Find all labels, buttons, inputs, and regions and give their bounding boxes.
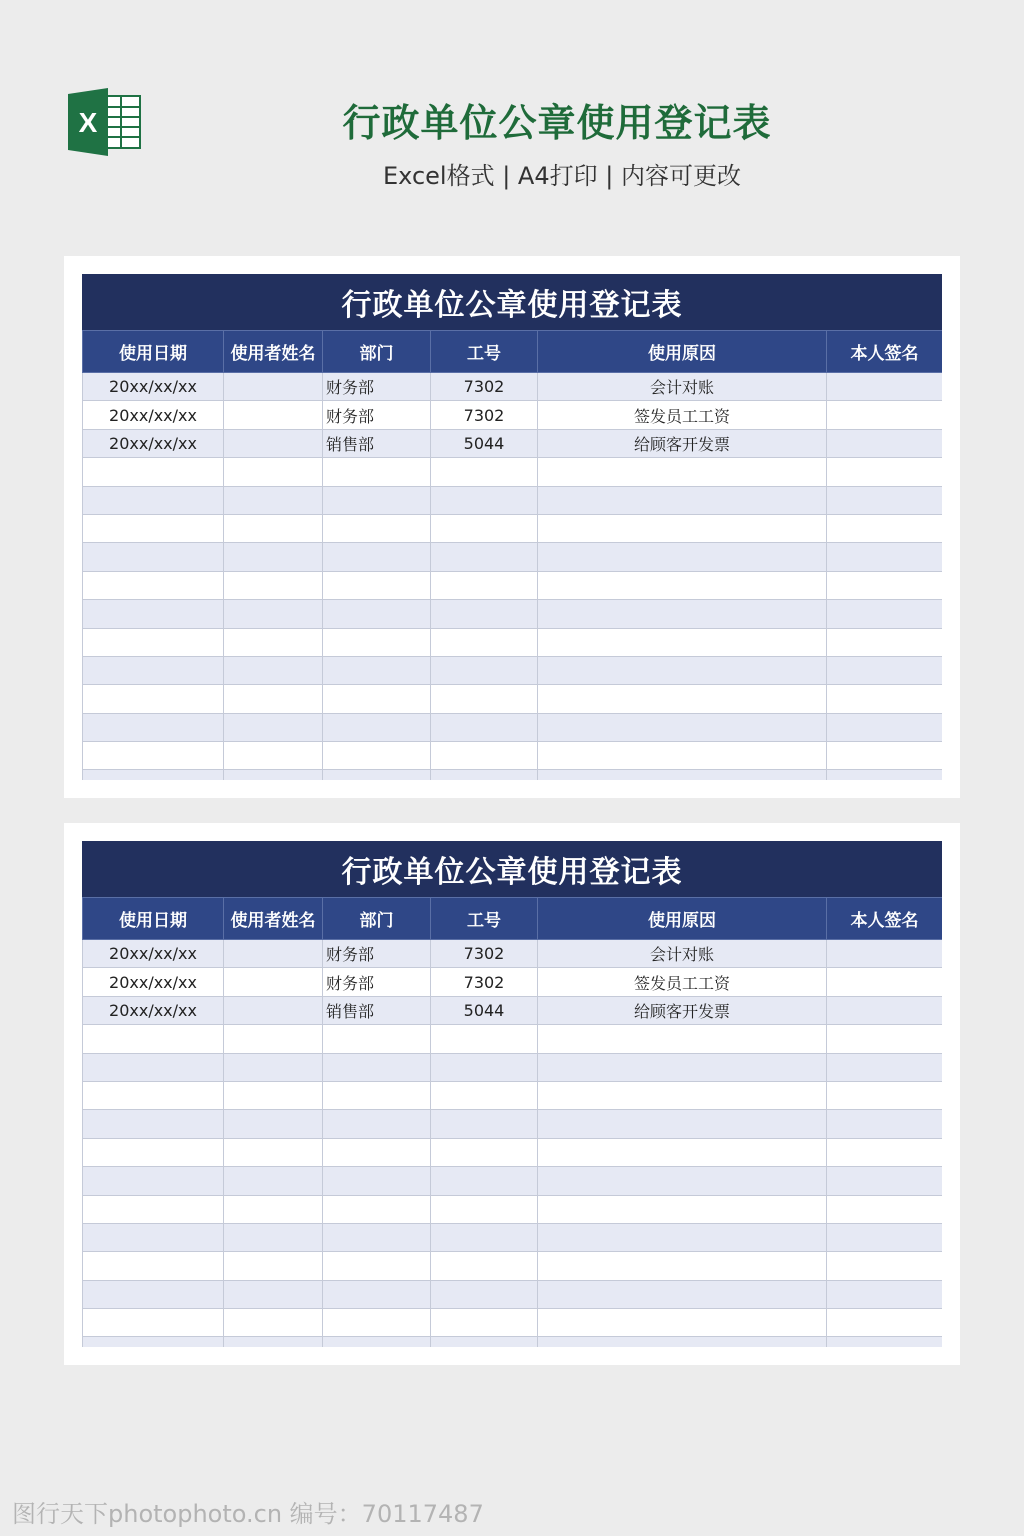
user-name-cell[interactable] xyxy=(224,713,323,741)
table-row xyxy=(83,1195,943,1223)
department-cell[interactable] xyxy=(323,1195,431,1223)
date-cell[interactable] xyxy=(83,486,224,514)
signature-cell[interactable] xyxy=(827,685,943,713)
sheet-card-2 xyxy=(64,823,960,1365)
date-cell[interactable]: 20xx/xx/xx xyxy=(83,996,224,1024)
signature-cell[interactable] xyxy=(827,1195,943,1223)
sheet-title: 行政单位公章使用登记表 xyxy=(82,841,942,897)
date-cell[interactable] xyxy=(83,1110,224,1138)
reason-cell[interactable] xyxy=(538,1110,827,1138)
department-cell[interactable]: 销售部 xyxy=(323,429,431,457)
user-name-cell[interactable] xyxy=(224,373,323,401)
user-name-cell[interactable] xyxy=(224,429,323,457)
table-row xyxy=(83,968,943,996)
department-cell[interactable]: 财务部 xyxy=(323,401,431,429)
employee-id-cell[interactable] xyxy=(431,1223,538,1251)
employee-id-cell[interactable] xyxy=(431,600,538,628)
column-header: 工号 xyxy=(431,331,538,373)
date-cell[interactable] xyxy=(83,1138,224,1166)
department-cell[interactable] xyxy=(323,1252,431,1280)
date-cell[interactable] xyxy=(83,1337,224,1347)
column-header: 使用原因 xyxy=(538,331,827,373)
column-header: 使用日期 xyxy=(83,331,224,373)
table-row xyxy=(83,429,943,457)
employee-id-cell[interactable] xyxy=(431,1110,538,1138)
table-row xyxy=(83,1025,943,1053)
table-row xyxy=(83,1110,943,1138)
sheet-card-1 xyxy=(64,256,960,798)
column-header: 部门 xyxy=(323,331,431,373)
department-cell[interactable] xyxy=(323,1053,431,1081)
signature-cell[interactable] xyxy=(827,486,943,514)
employee-id-cell[interactable] xyxy=(431,486,538,514)
table-row xyxy=(83,514,943,542)
date-cell[interactable] xyxy=(83,713,224,741)
date-cell[interactable] xyxy=(83,1252,224,1280)
employee-id-cell[interactable] xyxy=(431,1337,538,1347)
watermark-text: 图行天下photophoto.cn 编号：70117487 xyxy=(12,1500,484,1528)
date-cell[interactable] xyxy=(83,600,224,628)
page-subtitle: Excel格式 | A4打印 | 内容可更改 xyxy=(383,162,741,190)
page-title: 行政单位公章使用登记表 xyxy=(342,101,772,145)
user-name-cell[interactable] xyxy=(224,656,323,684)
table-row xyxy=(83,571,943,599)
employee-id-cell[interactable]: 5044 xyxy=(431,996,538,1024)
user-name-cell[interactable] xyxy=(224,1081,323,1109)
date-cell[interactable]: 20xx/xx/xx xyxy=(83,401,224,429)
column-header: 本人签名 xyxy=(827,331,943,373)
department-cell[interactable] xyxy=(323,1223,431,1251)
employee-id-cell[interactable] xyxy=(431,770,538,780)
employee-id-cell[interactable]: 7302 xyxy=(431,968,538,996)
signature-cell[interactable] xyxy=(827,940,943,968)
reason-cell[interactable] xyxy=(538,1280,827,1308)
date-cell[interactable]: 20xx/xx/xx xyxy=(83,373,224,401)
signature-cell[interactable] xyxy=(827,543,943,571)
employee-id-cell[interactable] xyxy=(431,514,538,542)
user-name-cell[interactable] xyxy=(224,1053,323,1081)
date-cell[interactable] xyxy=(83,571,224,599)
user-name-cell[interactable] xyxy=(224,1309,323,1337)
signature-cell[interactable] xyxy=(827,628,943,656)
table-row xyxy=(83,1337,943,1347)
signature-cell[interactable] xyxy=(827,401,943,429)
signature-cell[interactable] xyxy=(827,1252,943,1280)
table-row xyxy=(83,1223,943,1251)
table-row xyxy=(83,1280,943,1308)
reason-cell[interactable] xyxy=(538,1309,827,1337)
sheet-2 xyxy=(82,841,942,1347)
reason-cell[interactable]: 签发员工工资 xyxy=(538,968,827,996)
department-cell[interactable] xyxy=(323,1280,431,1308)
user-name-cell[interactable] xyxy=(224,685,323,713)
date-cell[interactable] xyxy=(83,656,224,684)
table-row xyxy=(83,628,943,656)
signature-cell[interactable] xyxy=(827,1167,943,1195)
table-row xyxy=(83,1053,943,1081)
department-cell[interactable] xyxy=(323,742,431,770)
reason-cell[interactable] xyxy=(538,1053,827,1081)
signature-cell[interactable] xyxy=(827,373,943,401)
reason-cell[interactable] xyxy=(538,1167,827,1195)
reason-cell[interactable] xyxy=(538,1025,827,1053)
signature-cell[interactable] xyxy=(827,1138,943,1166)
reason-cell[interactable] xyxy=(538,1138,827,1166)
department-cell[interactable] xyxy=(323,1167,431,1195)
department-cell[interactable] xyxy=(323,514,431,542)
table-header-row xyxy=(83,331,943,373)
column-header: 使用者姓名 xyxy=(224,331,323,373)
date-cell[interactable] xyxy=(83,1280,224,1308)
department-cell[interactable] xyxy=(323,458,431,486)
date-cell[interactable] xyxy=(83,1223,224,1251)
reason-cell[interactable] xyxy=(538,486,827,514)
date-cell[interactable]: 20xx/xx/xx xyxy=(83,429,224,457)
employee-id-cell[interactable] xyxy=(431,1167,538,1195)
table-row xyxy=(83,1252,943,1280)
table-row xyxy=(83,742,943,770)
reason-cell[interactable] xyxy=(538,514,827,542)
employee-id-cell[interactable]: 7302 xyxy=(431,940,538,968)
employee-id-cell[interactable] xyxy=(431,1138,538,1166)
signature-cell[interactable] xyxy=(827,742,943,770)
employee-id-cell[interactable] xyxy=(431,1309,538,1337)
signature-cell[interactable] xyxy=(827,656,943,684)
reason-cell[interactable] xyxy=(538,1223,827,1251)
department-cell[interactable] xyxy=(323,1081,431,1109)
user-name-cell[interactable] xyxy=(224,571,323,599)
date-cell[interactable] xyxy=(83,685,224,713)
date-cell[interactable] xyxy=(83,458,224,486)
table-row xyxy=(83,373,943,401)
signature-cell[interactable] xyxy=(827,1025,943,1053)
user-name-cell[interactable] xyxy=(224,1223,323,1251)
user-name-cell[interactable] xyxy=(224,458,323,486)
table-row xyxy=(83,656,943,684)
date-cell[interactable]: 20xx/xx/xx xyxy=(83,968,224,996)
reason-cell[interactable] xyxy=(538,571,827,599)
user-name-cell[interactable] xyxy=(224,514,323,542)
user-name-cell[interactable] xyxy=(224,543,323,571)
user-name-cell[interactable] xyxy=(224,1280,323,1308)
table-row xyxy=(83,770,943,780)
user-name-cell[interactable] xyxy=(224,940,323,968)
department-cell[interactable] xyxy=(323,770,431,780)
user-name-cell[interactable] xyxy=(224,1025,323,1053)
department-cell[interactable]: 财务部 xyxy=(323,940,431,968)
signature-cell[interactable] xyxy=(827,1280,943,1308)
column-header: 工号 xyxy=(431,898,538,940)
date-cell[interactable] xyxy=(83,770,224,780)
department-cell[interactable] xyxy=(323,543,431,571)
signature-cell[interactable] xyxy=(827,1081,943,1109)
date-cell[interactable] xyxy=(83,1025,224,1053)
employee-id-cell[interactable] xyxy=(431,1252,538,1280)
department-cell[interactable] xyxy=(323,628,431,656)
employee-id-cell[interactable]: 5044 xyxy=(431,429,538,457)
reason-cell[interactable] xyxy=(538,685,827,713)
department-cell[interactable] xyxy=(323,600,431,628)
department-cell[interactable] xyxy=(323,1110,431,1138)
column-header: 使用原因 xyxy=(538,898,827,940)
logo-letter: X xyxy=(78,107,98,138)
signature-cell[interactable] xyxy=(827,514,943,542)
reason-cell[interactable]: 给顾客开发票 xyxy=(538,429,827,457)
department-cell[interactable]: 销售部 xyxy=(323,996,431,1024)
column-header: 部门 xyxy=(323,898,431,940)
table-row xyxy=(83,685,943,713)
user-name-cell[interactable] xyxy=(224,996,323,1024)
employee-id-cell[interactable] xyxy=(431,1195,538,1223)
employee-id-cell[interactable] xyxy=(431,1081,538,1109)
reason-cell[interactable] xyxy=(538,600,827,628)
table-row xyxy=(83,401,943,429)
department-cell[interactable] xyxy=(323,685,431,713)
date-cell[interactable] xyxy=(83,1081,224,1109)
user-name-cell[interactable] xyxy=(224,1138,323,1166)
department-cell[interactable]: 财务部 xyxy=(323,373,431,401)
signature-cell[interactable] xyxy=(827,1110,943,1138)
reason-cell[interactable] xyxy=(538,1081,827,1109)
date-cell[interactable] xyxy=(83,514,224,542)
reason-cell[interactable] xyxy=(538,1252,827,1280)
department-cell[interactable]: 财务部 xyxy=(323,968,431,996)
user-name-cell[interactable] xyxy=(224,1167,323,1195)
reason-cell[interactable] xyxy=(538,458,827,486)
department-cell[interactable] xyxy=(323,486,431,514)
table-row xyxy=(83,1167,943,1195)
reason-cell[interactable] xyxy=(538,628,827,656)
table-row xyxy=(83,713,943,741)
signature-cell[interactable] xyxy=(827,968,943,996)
date-cell[interactable] xyxy=(83,628,224,656)
table-row xyxy=(83,996,943,1024)
user-name-cell[interactable] xyxy=(224,1252,323,1280)
department-cell[interactable] xyxy=(323,1337,431,1347)
department-cell[interactable] xyxy=(323,1025,431,1053)
table-row xyxy=(83,543,943,571)
employee-id-cell[interactable] xyxy=(431,1025,538,1053)
employee-id-cell[interactable] xyxy=(431,713,538,741)
column-header: 使用日期 xyxy=(83,898,224,940)
signature-cell[interactable] xyxy=(827,770,943,780)
table-row xyxy=(83,1081,943,1109)
table-row xyxy=(83,458,943,486)
reason-cell[interactable]: 会计对账 xyxy=(538,940,827,968)
date-cell[interactable]: 20xx/xx/xx xyxy=(83,940,224,968)
date-cell[interactable] xyxy=(83,1309,224,1337)
department-cell[interactable] xyxy=(323,1138,431,1166)
signature-cell[interactable] xyxy=(827,1223,943,1251)
department-cell[interactable] xyxy=(323,713,431,741)
register-table xyxy=(82,897,942,1347)
user-name-cell[interactable] xyxy=(224,486,323,514)
date-cell[interactable] xyxy=(83,543,224,571)
user-name-cell[interactable] xyxy=(224,742,323,770)
reason-cell[interactable] xyxy=(538,543,827,571)
sheet-title: 行政单位公章使用登记表 xyxy=(82,274,942,330)
signature-cell[interactable] xyxy=(827,1309,943,1337)
table-header-row xyxy=(83,898,943,940)
user-name-cell[interactable] xyxy=(224,1110,323,1138)
employee-id-cell[interactable] xyxy=(431,543,538,571)
user-name-cell[interactable] xyxy=(224,401,323,429)
register-table xyxy=(82,330,942,780)
date-cell[interactable] xyxy=(83,1053,224,1081)
reason-cell[interactable]: 签发员工工资 xyxy=(538,401,827,429)
table-row xyxy=(83,1309,943,1337)
signature-cell[interactable] xyxy=(827,429,943,457)
reason-cell[interactable]: 给顾客开发票 xyxy=(538,996,827,1024)
column-header: 使用者姓名 xyxy=(224,898,323,940)
employee-id-cell[interactable]: 7302 xyxy=(431,373,538,401)
user-name-cell[interactable] xyxy=(224,770,323,780)
reason-cell[interactable] xyxy=(538,1337,827,1347)
signature-cell[interactable] xyxy=(827,1053,943,1081)
employee-id-cell[interactable] xyxy=(431,685,538,713)
table-row xyxy=(83,1138,943,1166)
user-name-cell[interactable] xyxy=(224,600,323,628)
reason-cell[interactable] xyxy=(538,770,827,780)
department-cell[interactable] xyxy=(323,571,431,599)
reason-cell[interactable] xyxy=(538,742,827,770)
user-name-cell[interactable] xyxy=(224,1337,323,1347)
table-row xyxy=(83,486,943,514)
signature-cell[interactable] xyxy=(827,600,943,628)
reason-cell[interactable] xyxy=(538,713,827,741)
table-row xyxy=(83,940,943,968)
reason-cell[interactable]: 会计对账 xyxy=(538,373,827,401)
employee-id-cell[interactable] xyxy=(431,742,538,770)
signature-cell[interactable] xyxy=(827,713,943,741)
employee-id-cell[interactable] xyxy=(431,458,538,486)
signature-cell[interactable] xyxy=(827,996,943,1024)
employee-id-cell[interactable] xyxy=(431,1053,538,1081)
table-row xyxy=(83,600,943,628)
date-cell[interactable] xyxy=(83,742,224,770)
sheet-1 xyxy=(82,274,942,780)
employee-id-cell[interactable] xyxy=(431,1280,538,1308)
signature-cell[interactable] xyxy=(827,458,943,486)
column-header: 本人签名 xyxy=(827,898,943,940)
date-cell[interactable] xyxy=(83,1167,224,1195)
department-cell[interactable] xyxy=(323,1309,431,1337)
employee-id-cell[interactable]: 7302 xyxy=(431,401,538,429)
date-cell[interactable] xyxy=(83,1195,224,1223)
user-name-cell[interactable] xyxy=(224,628,323,656)
reason-cell[interactable] xyxy=(538,1195,827,1223)
signature-cell[interactable] xyxy=(827,571,943,599)
department-cell[interactable] xyxy=(323,656,431,684)
user-name-cell[interactable] xyxy=(224,1195,323,1223)
employee-id-cell[interactable] xyxy=(431,571,538,599)
employee-id-cell[interactable] xyxy=(431,656,538,684)
employee-id-cell[interactable] xyxy=(431,628,538,656)
reason-cell[interactable] xyxy=(538,656,827,684)
signature-cell[interactable] xyxy=(827,1337,943,1347)
user-name-cell[interactable] xyxy=(224,968,323,996)
